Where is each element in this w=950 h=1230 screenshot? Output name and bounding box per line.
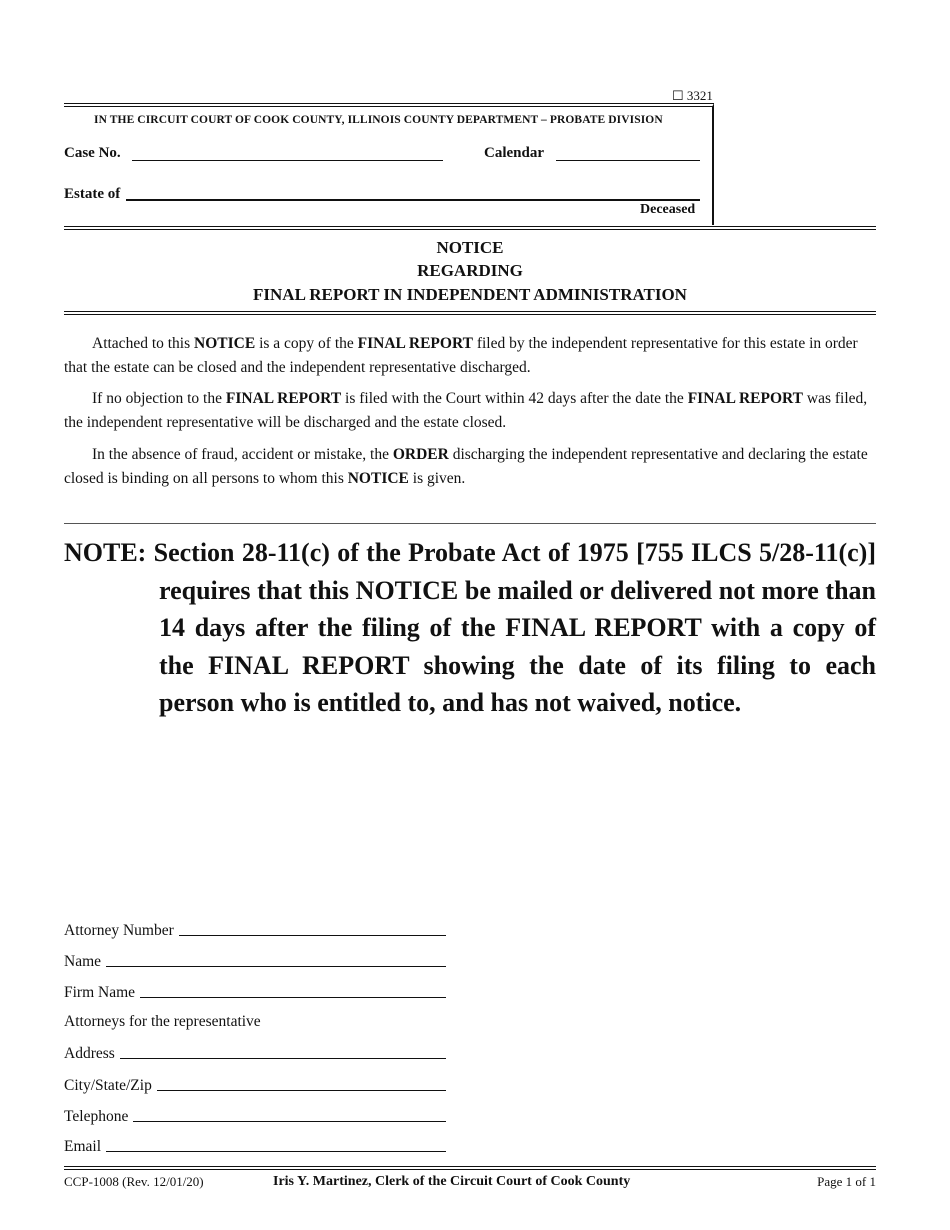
note-divider [64, 523, 876, 524]
telephone-field[interactable] [64, 1106, 446, 1126]
attorney-name-label: Name [64, 953, 102, 970]
deceased-label: Deceased [640, 202, 696, 217]
header-rule [64, 226, 876, 230]
statutory-note: NOTE: Section 28-11(c) of the Probate Act of 1975 [755 ILCS 5/28-11(c)] requires that this NOTICE be mailed or delivered not more than 14 days after the filing of the FINAL REPORT with a copy of the FINAL REPORT showing the date of its filing to each person who is entitled to, and has not waived, notice. [64, 538, 876, 717]
email-line[interactable] [106, 1151, 446, 1152]
email-label: Email [64, 1138, 102, 1155]
telephone-label: Telephone [64, 1108, 129, 1125]
calendar-field[interactable] [556, 160, 700, 161]
attorney-number-line[interactable] [179, 935, 446, 936]
court-heading: IN THE CIRCUIT COURT OF COOK COUNTY, ILLINOIS COUNTY DEPARTMENT – PROBATE DIVISION [94, 114, 663, 126]
form-id: CCP-1008 (Rev. 12/01/20) [64, 1174, 204, 1189]
estate-of-field[interactable] [126, 199, 700, 201]
firm-name-line[interactable] [140, 997, 446, 998]
attorney-number-field[interactable] [64, 920, 446, 940]
city-state-zip-line[interactable] [157, 1090, 446, 1091]
address-label: Address [64, 1045, 115, 1062]
paragraph-objection: If no objection to the FINAL REPORT is filed with the Court within 42 days after the date the FINAL REPORT was filed, the independent representative will be discharged and the estate closed. [64, 390, 868, 431]
address-field[interactable] [64, 1043, 446, 1063]
paragraph-absence: In the absence of fraud, accident or mistake, the ORDER discharging the independent representative and declaring the estate closed is binding on all persons to whom this NOTICE is given. [64, 446, 868, 487]
footer-rule [64, 1166, 876, 1170]
firm-name-field[interactable] [64, 982, 446, 1002]
title-regarding: REGARDING [417, 261, 523, 280]
attorney-number-label: Attorney Number [64, 922, 174, 939]
attorney-name-line[interactable] [106, 966, 446, 967]
title-notice: NOTICE [436, 238, 504, 257]
attorneys-for-label: Attorneys for the representative [64, 1013, 261, 1030]
city-state-zip-field[interactable] [64, 1075, 446, 1095]
title-rule [64, 311, 876, 315]
email-field[interactable] [64, 1136, 446, 1156]
clerk-name: Iris Y. Martinez, Clerk of the Circuit Court of Cook County [273, 1174, 631, 1189]
title-final-report: FINAL REPORT IN INDEPENDENT ADMINISTRATION [253, 285, 687, 304]
paragraph-attached: Attached to this NOTICE is a copy of the FINAL REPORT filed by the independent representative for this estate in order that the estate can be closed and the independent representative discharged. [64, 335, 858, 376]
page-number: Page 1 of 1 [817, 1174, 876, 1189]
city-state-zip-label: City/State/Zip [64, 1077, 152, 1094]
attorney-name-field[interactable] [64, 951, 446, 971]
estate-of-label: Estate of [64, 186, 121, 202]
firm-name-label: Firm Name [64, 984, 136, 1001]
form-code: ☐ 3321 [672, 88, 713, 103]
calendar-label: Calendar [484, 145, 544, 161]
address-line[interactable] [120, 1058, 446, 1059]
case-no-label: Case No. [64, 145, 121, 161]
telephone-line[interactable] [133, 1121, 446, 1122]
case-no-field[interactable] [132, 160, 443, 161]
